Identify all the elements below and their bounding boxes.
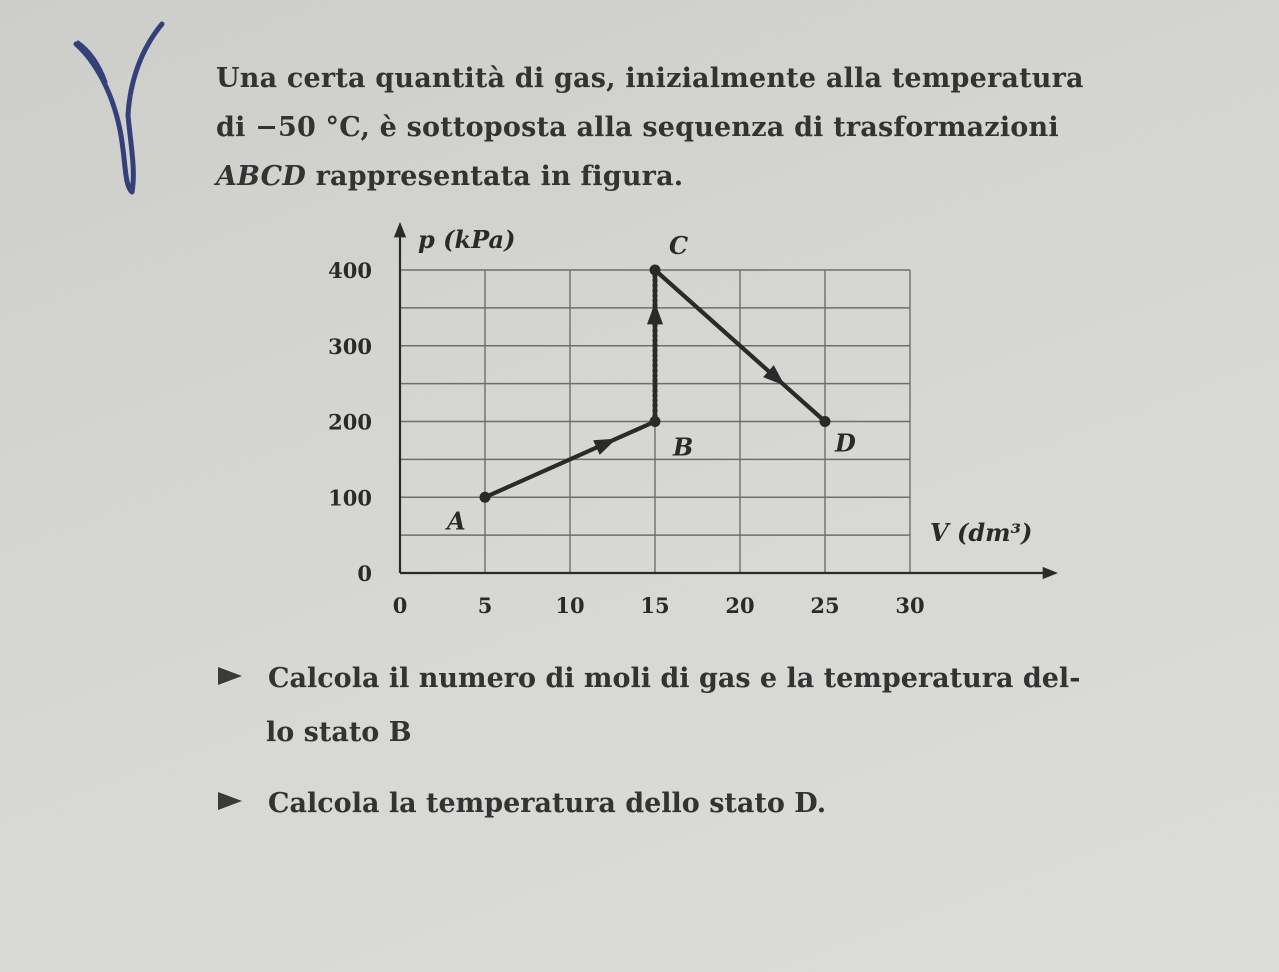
point-D — [820, 416, 831, 427]
problem-statement — [216, 54, 1136, 201]
x-tick-label: 15 — [640, 593, 670, 618]
x-tick-label: 5 — [477, 593, 493, 618]
point-label-C: C — [669, 231, 689, 260]
question-2 — [218, 780, 1118, 828]
point-label-A: A — [447, 506, 466, 536]
y-tick-label: 0 — [357, 561, 372, 586]
bullet-icon — [218, 667, 242, 685]
x-tick-label: 25 — [810, 593, 840, 618]
x-tick-label: 20 — [725, 593, 755, 618]
bullet-icon — [218, 792, 242, 810]
handwritten-check-icon — [70, 20, 170, 210]
y-tick-label: 300 — [328, 333, 372, 359]
question-2-text: Calcola la temperatura dello stato D. — [268, 788, 827, 819]
x-tick-label: 30 — [895, 593, 925, 618]
y-tick-label: 400 — [328, 258, 372, 283]
direction-arrow-AB — [593, 431, 620, 455]
question-1-line-1: Calcola il numero di moli di gas e la temperatura del- — [268, 663, 1081, 694]
point-A — [480, 492, 491, 503]
problem-line-2: di −50 °C, è sottoposta alla sequenza di trasformazioni — [216, 112, 1059, 143]
y-tick-label: 100 — [328, 485, 372, 511]
point-B — [650, 416, 661, 427]
x-tick-label: 10 — [555, 593, 585, 618]
point-C — [650, 265, 661, 276]
problem-line-3-rest: rappresentata in figura. — [305, 161, 684, 192]
x-axis-label: V (dm³) — [930, 518, 1033, 547]
x-tick-label: 0 — [392, 593, 408, 618]
question-1-line-2: lo stato B — [266, 717, 412, 748]
problem-line-3-italic: ABCD — [216, 161, 306, 192]
pv-diagram — [300, 215, 1080, 635]
y-axis-label: p (kPa) — [418, 225, 516, 254]
question-1 — [218, 655, 1118, 757]
point-label-B: B — [673, 432, 694, 462]
y-tick-label: 200 — [328, 409, 372, 435]
direction-arrow-BC — [647, 302, 663, 324]
problem-line-1: Una certa quantità di gas, inizialmente alla temperatura — [216, 63, 1084, 94]
point-label-D: D — [835, 428, 856, 458]
